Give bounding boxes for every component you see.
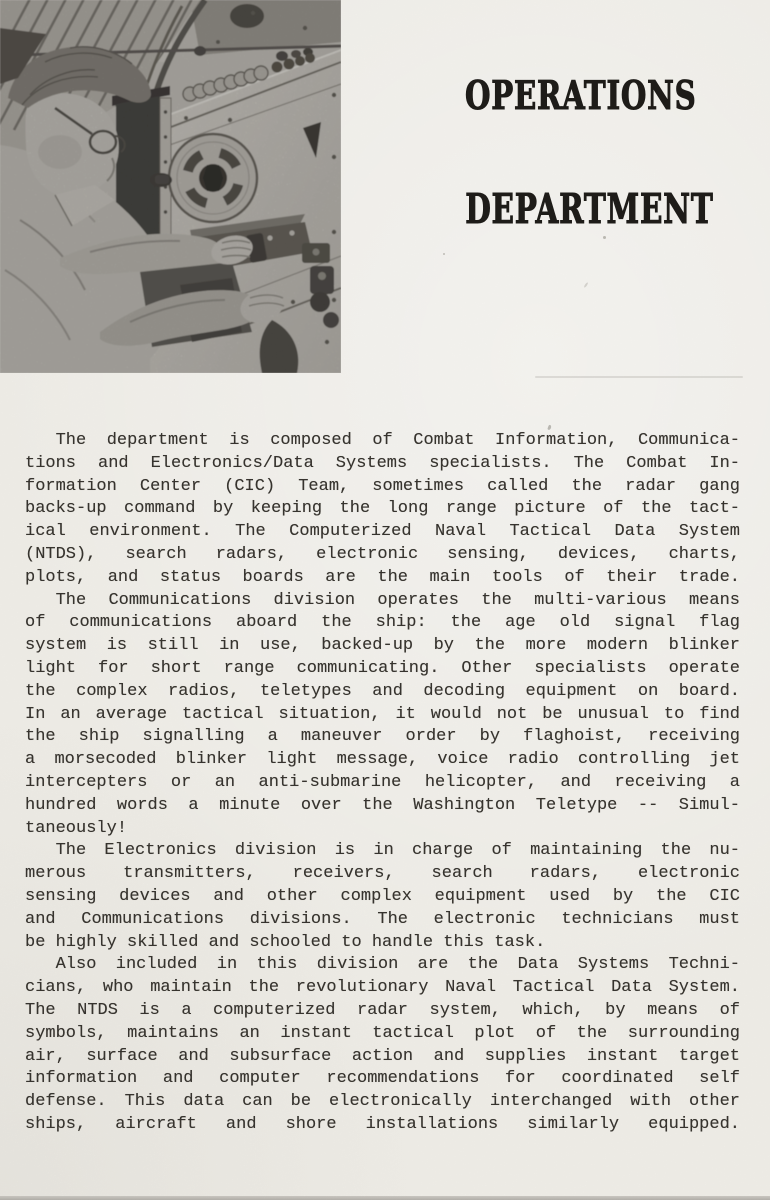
body-line: ical environment. The Computerized Naval Tactical Data System bbox=[25, 522, 740, 542]
body-line: tions and Electronics/Data Systems specialists. The Combat In- bbox=[25, 453, 740, 473]
body-line: ships, aircraft and shore installations similarly equipped. bbox=[25, 1114, 740, 1134]
body-line: sensing devices and other complex equipment used by the CIC bbox=[25, 886, 740, 906]
body-line: defense. This data can be electronically interchanged with other bbox=[25, 1092, 740, 1112]
body-line: system is still in use, backed-up by the more modern blinker bbox=[25, 636, 740, 656]
paper-speck bbox=[443, 253, 445, 255]
body-line: air, surface and subsurface action and supplies instant target bbox=[25, 1046, 740, 1066]
body-line: cians, who maintain the revolutionary Naval Tactical Data System. bbox=[25, 978, 740, 998]
scan-bottom-edge bbox=[0, 1196, 770, 1200]
body-line: be highly skilled and schooled to handle this task. bbox=[25, 932, 546, 952]
body-line: The NTDS is a computerized radar system, which, by means of bbox=[25, 1000, 740, 1020]
body-line: plots, and status boards are the main tools of their trade. bbox=[25, 567, 740, 587]
body-line: a morsecoded blinker light message, voice radio controlling jet bbox=[25, 750, 740, 770]
body-line: formation Center (CIC) Team, sometimes called the radar gang bbox=[25, 476, 740, 496]
body-line: and Communications divisions. The electronic technicians must bbox=[25, 909, 740, 929]
body-line: intercepters or an anti-submarine helicopter, and receiving a bbox=[25, 772, 740, 792]
body-line: merous transmitters, receivers, search radars, electronic bbox=[25, 864, 740, 884]
body-line: taneously! bbox=[25, 818, 128, 838]
body-line: the complex radios, teletypes and decoding equipment on board. bbox=[25, 681, 740, 701]
body-line: light for short range communicating. Other specialists operate bbox=[25, 658, 740, 678]
body-line: (NTDS), search radars, electronic sensing, devices, charts, bbox=[25, 544, 740, 564]
body-line: symbols, maintains an instant tactical plot of the surrounding bbox=[25, 1023, 740, 1043]
body-line: The department is composed of Combat Information, Communica- bbox=[55, 431, 740, 450]
body-line: backs-up command by keeping the long range picture of the tact- bbox=[25, 499, 740, 519]
paper-smudge bbox=[535, 376, 743, 378]
body-line: Also included in this division are the Data Systems Techni- bbox=[55, 955, 740, 975]
paper-speck bbox=[603, 236, 606, 239]
body-line: The Communications division operates the multi-various means bbox=[55, 590, 740, 610]
title-operations: OPERATIONS bbox=[465, 73, 697, 119]
paper-speck bbox=[583, 282, 588, 288]
body-line: the ship signalling a maneuver order by flaghoist, receiving bbox=[25, 727, 740, 747]
photo-grain bbox=[0, 0, 341, 373]
body-line: hundred words a minute over the Washington Teletype -- Simul- bbox=[25, 795, 740, 815]
body-text bbox=[25, 430, 740, 1137]
body-line: In an average tactical situation, it would not be unusual to find bbox=[25, 704, 740, 724]
title-department: DEPARTMENT bbox=[465, 185, 714, 233]
body-line: information and computer recommendations for coordinated self bbox=[25, 1069, 740, 1089]
photo-sailor-at-tape-machine bbox=[0, 0, 341, 373]
body-line: The Electronics division is in charge of maintaining the nu- bbox=[55, 841, 740, 861]
body-line: of communications aboard the ship: the age old signal flag bbox=[25, 613, 740, 633]
